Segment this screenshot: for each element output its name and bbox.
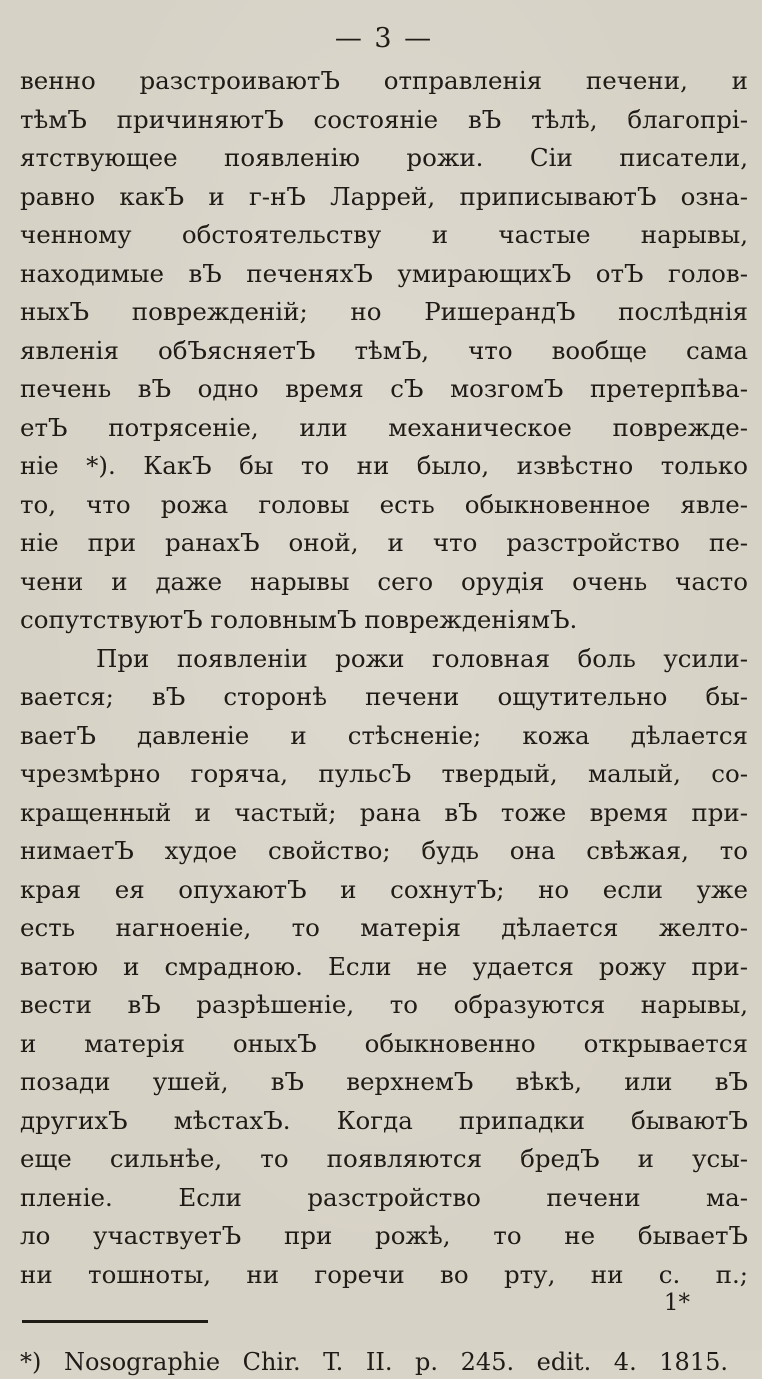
paragraph-1 xyxy=(20,62,748,640)
text-line: то, что рожа головы есть обыкновенное явле- xyxy=(20,489,748,519)
text-line: ніе при ранахЪ оной, и что разстройство пе- xyxy=(20,528,748,557)
text-line: ятствующее появленію рожи. Сіи писатели, xyxy=(20,143,748,172)
text-line: кращенный и частый; рана вЪ тоже время при- xyxy=(20,797,748,827)
text-line: ченному обстоятельству и частые нарывы, xyxy=(20,220,748,249)
text-line: еще сильнѣе, то появляются бредЪ и усы- xyxy=(20,1144,748,1173)
text-line: ніе *). КакЪ бы то ни было, извѣстно только xyxy=(20,451,748,480)
page-number: — 3 — xyxy=(334,23,434,54)
text-line: печень вЪ одно время сЪ мозгомЪ претерпѣва- xyxy=(20,374,748,403)
text-line: вести вЪ разрѣшеніе, то образуются нарывы, xyxy=(20,990,748,1019)
text-line: При появленіи рожи головная боль усили- xyxy=(96,643,748,673)
text-line: етЪ потрясеніе, или механическое поврежде- xyxy=(20,412,748,442)
text-line: нимаетЪ худое свойство; будь она свѣжая, то xyxy=(20,836,748,865)
text-line: края ея опухаютЪ и сохнутЪ; но если уже xyxy=(20,874,748,904)
text-line: тѣмЪ причиняютЪ состояніе вЪ тѣлѣ, благопрі- xyxy=(20,104,748,134)
text-line: вается; вЪ сторонѣ печени ощутительно бы- xyxy=(20,682,748,711)
text-line: равно какЪ и г-нЪ Ларрей, приписываютЪ озна- xyxy=(20,181,748,211)
text-line: есть нагноеніе, то матерія дѣлается желто- xyxy=(20,913,748,942)
text-line: ныхЪ поврежденій; но РишерандЪ послѣднія xyxy=(20,297,748,326)
text-line: позади ушей, вЪ верхнемЪ вѣкѣ, или вЪ xyxy=(20,1067,748,1096)
text-line: ваетЪ давленіе и стѣсненіе; кожа дѣлается xyxy=(20,720,748,750)
footnote-divider xyxy=(22,1320,208,1323)
text-line: чени и даже нарывы сего орудія очень часто xyxy=(20,566,748,596)
text-line: находимые вЪ печеняхЪ умирающихЪ отЪ голов- xyxy=(20,258,748,288)
text-line: венно разстроиваютЪ отправленія печени, и xyxy=(20,66,748,95)
footnote: *) Nosographie Chir. T. II. p. 245. edit. 4. 1815. xyxy=(20,1348,728,1376)
text-line: ни тошноты, ни горечи во рту, ни с. п.; xyxy=(20,1259,748,1289)
paragraph-2 xyxy=(20,640,748,1295)
text-line: ло участвуетЪ при рожѣ, то не бываетЪ xyxy=(20,1221,748,1250)
text-line: и матерія оныхЪ обыкновенно открывается xyxy=(20,1028,748,1058)
signature-mark: 1* xyxy=(663,1290,690,1316)
text-line: явленія обЪясняетЪ тѣмЪ, что вообще сама xyxy=(20,335,748,365)
text-line: чрезмѣрно горяча, пульсЪ твердый, малый, со- xyxy=(20,759,748,788)
text-line: сопутствуютЪ головнымЪ поврежденіямЪ. xyxy=(20,605,578,634)
text-line: пленіе. Если разстройство печени ма- xyxy=(20,1182,748,1212)
text-line: ватою и смрадною. Если не удается рожу при- xyxy=(20,951,748,981)
text-line: другихЪ мѣстахЪ. Когда припадки бываютЪ xyxy=(20,1105,748,1135)
